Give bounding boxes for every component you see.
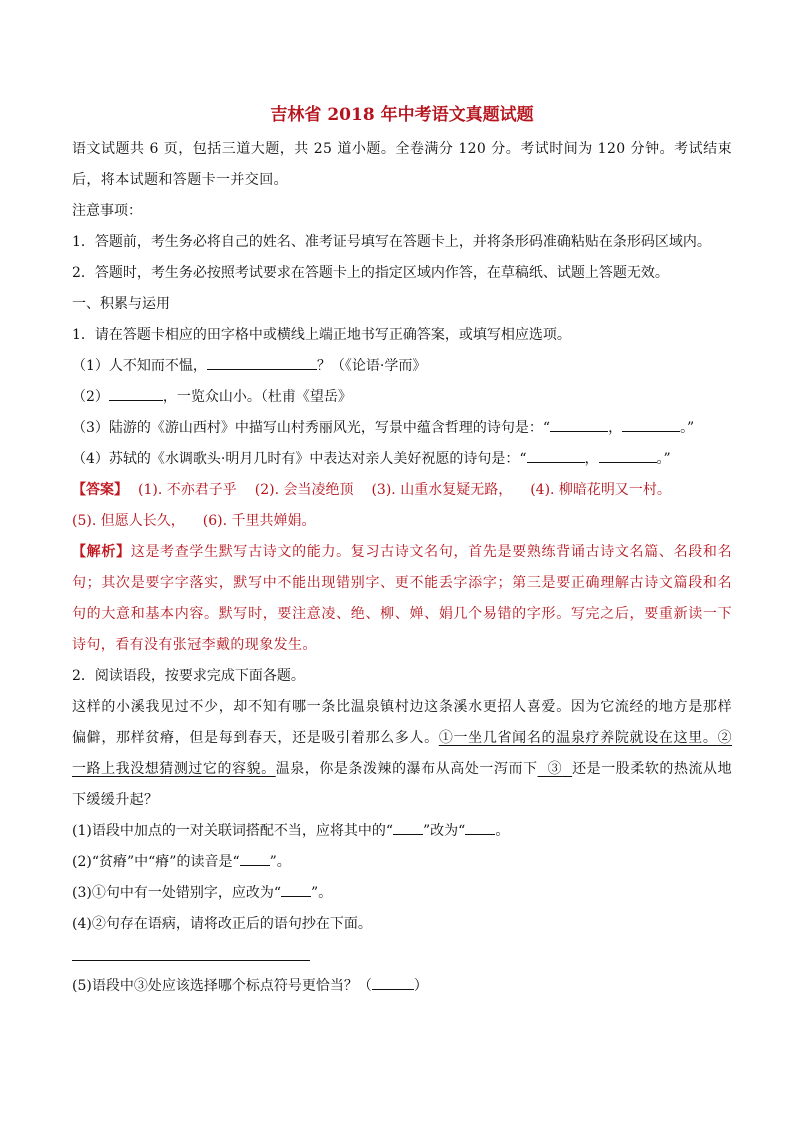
item-text: ， [584,451,599,467]
answer-blank[interactable] [599,444,657,463]
question-1-stem: 1．请在答题卡相应的田字格中或横线上端正地书写正确答案，或填写相应选项。 [72,327,571,343]
item-text: (3)①句中有一处错别字，应改为“ [72,885,281,901]
section-heading: 一、积累与运用 [72,296,170,312]
answer-tag: 【答案】 [72,482,128,498]
answer-blank[interactable] [240,847,270,866]
question-2-sub-2 [72,847,732,878]
answer-item: (6). 千里共婵娟。 [202,513,316,529]
item-text: （4）苏轼的《水调歌头·明月几时有》中表达对亲人美好祝愿的诗句是：“ [72,451,527,467]
answer-item: (4). 柳暗花明又一村。 [530,482,671,498]
answer-item: (5). 但愿人长久， [72,513,185,529]
answer-line-2 [72,506,732,537]
item-text: （1）人不知而不愠， [72,358,207,374]
notes-heading: 注意事项： [72,203,142,219]
question-2-sub-5 [72,971,732,1002]
item-text: ， [608,420,623,436]
item-text: ） [413,978,428,994]
answer-blank[interactable] [622,413,680,432]
passage-mark-3 [538,761,573,777]
item-text: (1)语段中加点的一对关联词搭配不当，应将其中的“ [72,823,393,839]
item-text: (5)语段中③处应该选择哪个标点符号更恰当？（ [72,978,372,994]
question-2-sub-4: (4)②句存在语病，请将改正后的语句抄在下面。 [72,916,372,932]
answer-blank[interactable] [393,816,423,835]
passage-text: 温泉，你是条泼辣的瀑布从高处一泻而下 [275,761,538,777]
item-text: 。” [656,451,671,467]
answer-item: (2). 会当凌绝顶 [254,482,354,498]
item-text: （3）陆游的《游山西村》中描写山村秀丽风光，写景中蕴含哲理的诗句是：“ [72,420,551,436]
answer-blank[interactable] [109,382,163,401]
answer-blank[interactable] [527,444,585,463]
reading-passage [72,692,732,816]
item-text: ，一览众山小。（杜甫《望岳》 [162,389,352,405]
item-text: 。” [680,420,695,436]
analysis-block [72,537,732,661]
note-item-1: 1．答题前，考生务必将自己的姓名、准考证号填写在答题卡上，并将条形码准确粘贴在条形码区域内。 [72,234,711,250]
answer-blank[interactable] [372,971,414,990]
intro-text: 语文试题共 6 页，包括三道大题，共 25 道小题。全卷满分 120 分。考试时间为 120 分钟。考试结束后，将本试题和答题卡一并交回。 [72,141,732,188]
passage-text: 这样的小溪我见过不少，却不知有哪一条比温泉镇村边这条溪水更招人喜爱。因为它流经的地方是那样偏僻，那样贫瘠，但是每到春天，还是吸引着那么多人。 [72,699,732,746]
passage-sentence-2: ②一路上我没想猜测过它的容貌。 [72,730,732,777]
passage-sentence-1: ①一坐几省闻名的温泉疗养院就设在这里。 [438,730,718,746]
answer-blank[interactable] [465,816,495,835]
answer-line-1 [72,475,732,506]
question-1-item-4 [72,444,732,475]
note-item-2: 2．答题时，考生务必按照考试要求在答题卡上的指定区域内作答，在草稿纸、试题上答题无效。 [72,265,669,281]
question-2-sub-3 [72,878,732,909]
passage-text: 还是一股柔软的热流从地下缓缓升起？ [72,761,733,808]
question-2-sub-1 [72,816,732,847]
question-1-item-3 [72,413,732,444]
question-1-item-2 [72,382,732,413]
answer-item: (1). 不亦君子乎 [138,482,237,498]
analysis-tag: 【解析】 [72,544,131,560]
item-text: 。 [495,823,510,839]
item-text: ”。 [311,885,333,901]
item-text: （2） [72,389,109,405]
analysis-text: 这是考查学生默写古诗文的能力。复习古诗文名句，首先是要熟练背诵古诗文名篇、名段和名句；其次是要字字落实，默写中不能出现错别字、更不能丢字添字；第三是要正确理解古诗文篇段和名句的大意和基本内容。默写时，要注意凌、绝、柳、婵、娟几个易错的字形。写完之后，要重新读一下诗句，看有没有张冠李戴的现象发生。 [72,544,732,653]
answer-line[interactable] [72,960,310,961]
item-text: ？（《论语·学而》 [316,358,427,374]
mark-text: ③ [547,761,563,777]
item-text: (2)“贫瘠”中“瘠”的读音是“ [72,854,240,870]
question-2-stem: 2．阅读语段，按要求完成下面各题。 [72,668,305,684]
item-text: ”改为“ [423,823,466,839]
answer-blank[interactable] [281,878,311,897]
question-1-item-1 [72,351,732,382]
page-title: 吉林省 2018 年中考语文真题试题 [270,105,534,125]
exam-page [72,100,732,1002]
answer-item: (3). 山重水复疑无路， [371,482,513,498]
answer-blank[interactable] [207,351,317,370]
item-text: ”。 [269,854,291,870]
answer-blank[interactable] [550,413,608,432]
